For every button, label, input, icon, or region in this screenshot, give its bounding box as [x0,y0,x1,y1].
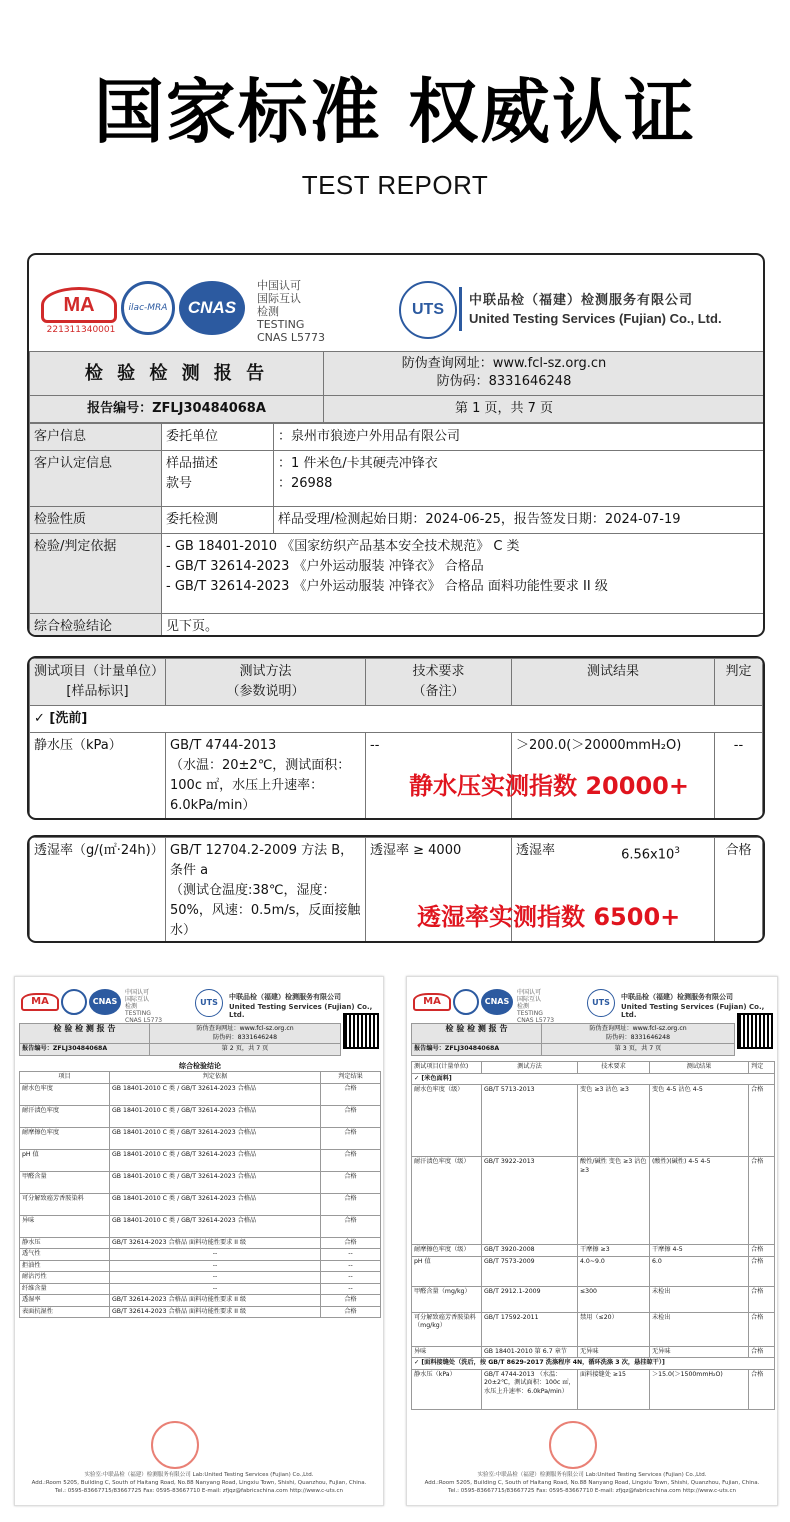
table-cell: 6.0 [650,1256,749,1286]
table-cell: 检 验 检 测 报 告 [412,1024,542,1044]
report-header-table [29,351,765,423]
text-line: 防伪码：8331646248 [212,1033,278,1041]
mini-left-footer [15,1471,383,1495]
table-cell: 判定结果 [321,1072,381,1084]
text-line: 中国认可 [125,989,150,996]
table-cell: GB 18401-2010 C 类 / GB/T 32614-2023 合格品 [110,1105,321,1127]
table-cell: 测试结果 [650,1062,749,1074]
cnas-logo-small: CNAS [89,989,121,1015]
text-line: GB/T 12704.2-2009 方法 B，条件 a [170,843,354,878]
company-name-en-small: United Testing Services (Fujian) Co., Ltd. [621,1003,765,1019]
table-cell: GB/T 17592-2011 [482,1312,578,1346]
test-card-hydrostatic [27,656,765,820]
label-basis: 检验/判定依据 [30,534,162,614]
table-cell: 测试方法 [482,1062,578,1074]
text-line: TESTING [257,318,305,331]
page-indicator: 第 1 页，共 7 页 [324,396,765,423]
table-cell: 未检出 [650,1312,749,1346]
table-cell: ✓ [米色面料] [412,1073,775,1085]
table-cell: 合格 [321,1295,381,1307]
table-cell: pH 值 [20,1149,110,1171]
table-cell: 合格 [749,1346,775,1358]
table-cell: 合格 [321,1127,381,1149]
judge-hydrostatic: -- [715,733,763,820]
text-line: GB/T 4744-2013 [170,738,277,753]
table-cell: GB 18401-2010 第 6.7 章节 [482,1346,578,1358]
text-line: Add.:Room 5205, Building C, South of Haitang Road, No.88 Nanyang Road, Lingxiu Town, Shishi, Quanzhou, Fujian, China. [31,1480,367,1486]
mini-report-page-2 [14,976,384,1506]
table-cell: 合格 [749,1256,775,1286]
table-cell: 异味 [412,1346,482,1358]
hero-subtitle: TEST REPORT [301,170,489,200]
table-cell: 纤维含量 [20,1283,110,1295]
table-cell: 测试项目(计量单位) [412,1062,482,1074]
report-card [27,253,765,637]
table-cell: GB/T 3922-2013 [482,1157,578,1245]
text-line: TESTING [517,1010,543,1017]
table-cell: 禁用（≤20） [578,1312,650,1346]
table-cell: 合格 [749,1157,775,1245]
table-cell: GB 18401-2010 C 类 / GB/T 32614-2023 合格品 [110,1193,321,1215]
table-cell: 干摩擦 4-5 [650,1245,749,1257]
table-cell: GB/T 32614-2023 合格品 面料功能性要求 II 级 [110,1306,321,1318]
table-cell: 可分解致癌芳香胺染料 [20,1193,110,1215]
text-line: CNAS L5773 [125,1017,163,1024]
text-line: - GB/T 32614-2023 《户外运动服装 冲锋衣》 合格品 面料功能性要求 II 级 [166,579,608,594]
table-cell: 合格 [321,1105,381,1127]
col-judge: 判定 [715,659,763,706]
text-line: 国际互认 [125,996,150,1003]
table-cell: GB/T 2912.1-2009 [482,1286,578,1312]
text-line: 技术要求 [412,664,465,679]
table-cell: GB/T 32614-2023 合格品 面料功能性要求 II 级 [110,1295,321,1307]
company-name-cn: 中联品检（福建）检测服务有限公司 [469,293,694,308]
text-line: 中国认可 [517,989,542,996]
label-client: 委托单位 [162,424,274,451]
table-cell: 变色 4-5 沾色 4-5 [650,1085,749,1157]
ilac-logo-small [61,989,87,1015]
table-cell: 合格 [321,1306,381,1318]
table-cell [150,1024,341,1044]
table-cell: GB 18401-2010 C 类 / GB/T 32614-2023 合格品 [110,1149,321,1171]
ma-logo: MA [41,287,117,323]
col-req [366,659,512,706]
method-hydrostatic [166,733,366,820]
table-cell: 透气性 [20,1249,110,1261]
table-cell: -- [321,1283,381,1295]
text-line: Add.:Room 5205, Building C, South of Haitang Road, No.88 Nanyang Road, Lingxiu Town, Shishi, Quanzhou, Fujian, China. [424,1480,760,1486]
label-customer-declared: 客户认定信息 [30,451,162,507]
table-cell: 第 2 页，共 7 页 [150,1044,341,1056]
highlight-moisture: 透湿率实测指数 6500+ [417,903,681,931]
table-cell: ＞15.0(＞1500mmH₂O) [650,1369,749,1409]
text-line: 透湿率 [516,843,556,858]
table-cell: 静水压（kPa） [412,1369,482,1409]
highlight-hydrostatic: 静水压实测指数 20000+ [409,772,689,800]
basis-list [162,534,765,614]
table-cell: 干摩擦 ≥3 [578,1245,650,1257]
table-cell: 判定 [749,1062,775,1074]
table-cell: GB 18401-2010 C 类 / GB/T 32614-2023 合格品 [110,1083,321,1105]
method-moisture [166,838,366,944]
text-line: - GB 18401-2010 《国家纺织产品基本安全技术规范》 C 类 [166,539,520,554]
table-cell: 合格 [749,1245,775,1257]
table-cell: 耐摩擦色牢度（级） [412,1245,482,1257]
text-line: 中国认可 [257,279,301,292]
company-name-cn-small: 中联品检（福建）检测服务有限公司 [621,993,733,1001]
text-line: 6.56x10 [621,847,675,863]
text-line: 测试项目（计量单位） [34,664,165,679]
text-line: 防伪查询网址：www.fcl-sz.org.cn [589,1025,687,1032]
table-cell: 无异味 [578,1346,650,1358]
table-cell: 合格 [749,1286,775,1312]
text-line: 款号 [166,476,193,491]
label-conclusion: 综合检验结论 [30,614,162,638]
judge-moisture: 合格 [715,838,763,944]
table-cell: 第 3 页，共 7 页 [542,1044,735,1056]
table-cell: 甲醛含量（mg/kg） [412,1286,482,1312]
text-line: 实验室:中联品检（福建）检测服务有限公司 Lab:United Testing Services (Fujian) Co.,Ltd. [477,1472,707,1478]
table-cell: -- [110,1249,321,1261]
item-moisture: 透湿率（g/(㎡·24h)） [30,838,166,944]
table-cell: GB/T 3920-2008 [482,1245,578,1257]
col-result: 测试结果 [512,659,715,706]
red-stamp-icon [151,1421,199,1469]
cnas-text-small [517,989,554,1024]
req-moisture: 透湿率 ≥ 4000 [366,838,512,944]
mini-right-table [411,1061,775,1410]
table-cell: GB 18401-2010 C 类 / GB/T 32614-2023 合格品 [110,1171,321,1193]
table-cell: 合格 [749,1085,775,1157]
table-cell: 变色 ≥3 沾色 ≥3 [578,1085,650,1157]
report-number: 报告编号：ZFLJ30484068A [30,396,324,423]
text-line: 防伪查询网址：www.fcl-sz.org.cn [401,356,607,371]
table-cell: 报告编号：ZFLJ30484068A [412,1044,542,1056]
table-cell: 未检出 [650,1286,749,1312]
test-card-moisture [27,835,765,943]
logo-divider [459,287,462,331]
report-title: 检 验 检 测 报 告 [30,352,324,396]
client-value: ：泉州市狼迹户外用品有限公司 [274,424,765,451]
text-line: Tel.: 0595-83667715/83667725 Fax: 0595-83667710 E-mail: zfjqz@fabricschina.com http://www.c-uts.cn [448,1488,736,1494]
text-line: 国际互认 [517,996,542,1003]
table-cell: 合格 [749,1312,775,1346]
table-cell: 可分解致癌芳香胺染料（mg/kg） [412,1312,482,1346]
table-cell: -- [321,1260,381,1272]
logo-bar [29,255,765,351]
table-cell: GB 18401-2010 C 类 / GB/T 32614-2023 合格品 [110,1127,321,1149]
text-line: 检测 [517,1003,530,1010]
ilac-logo: ilac-MRA [121,281,175,335]
anti-fake-info [324,352,765,396]
table-cell: -- [110,1260,321,1272]
table-cell: 项目 [20,1072,110,1084]
table-cell: 合格 [321,1215,381,1237]
table-cell: -- [110,1272,321,1284]
nature-value: 委托检测 [162,507,274,534]
label-customer-info: 客户信息 [30,424,162,451]
table-cell: 报告编号：ZFLJ30484068A [20,1044,150,1056]
ma-logo-small: MA [21,993,59,1011]
label-nature: 检验性质 [30,507,162,534]
client-info-table [29,423,765,637]
table-cell: GB/T 32614-2023 合格品 面料功能性要求 II 级 [110,1237,321,1249]
table-cell: 耐沾污性 [20,1272,110,1284]
text-line: 测试方法 [239,664,292,679]
table-cell: 耐汗渍色牢度 [20,1105,110,1127]
red-stamp-icon [549,1421,597,1469]
table-cell: 拒油性 [20,1260,110,1272]
sample-desc-value: ：1 件米色/卡其硬壳冲锋衣 [278,456,438,471]
text-line: （水温：20±2℃，测试面积：100c ㎡，水压上升速率：6.0kPa/min） [170,758,351,813]
table-cell: 透湿率 [20,1295,110,1307]
table-cell: 合格 [321,1171,381,1193]
dates-value: 样品受理/检测起始日期：2024-06-25，报告签发日期：2024-07-19 [274,507,765,534]
table-cell: GB/T 5713-2013 [482,1085,578,1157]
cnas-logo: CNAS [179,281,245,335]
hero-title: 国家标准 权威认证 [93,71,697,153]
table-cell: 无异味 [650,1346,749,1358]
cnas-text-small [125,989,162,1024]
table-cell: 判定依据 [110,1072,321,1084]
table-cell: ✓ [面料接缝处（洗后，按 GB/T 8629-2017 洗涤程序 4N，循环洗涤 3 次，悬挂晾干）] [412,1358,775,1370]
table-cell: 耐水色牢度 [20,1083,110,1105]
text-line: CNAS L5773 [257,331,326,344]
table-cell: 耐摩擦色牢度 [20,1127,110,1149]
text-line: 3 [674,846,680,856]
text-line: 防伪码：8331646248 [605,1033,671,1041]
mini-left-caption: 综合检验结论 [179,1062,221,1070]
col-method [166,659,366,706]
mini-right-footer [407,1471,777,1495]
table-cell: 检 验 检 测 报 告 [20,1024,150,1044]
uts-logo-small: UTS [587,989,615,1017]
text-line: 样品描述 [166,456,219,471]
company-name-cn-small: 中联品检（福建）检测服务有限公司 [229,993,341,1001]
text-line: 国际互认 [257,292,301,305]
text-line: （备注） [412,684,465,699]
conclusion-value: 见下页。 [162,614,765,638]
table-cell: 静水压 [20,1237,110,1249]
table-cell: 耐汗渍色牢度（级） [412,1157,482,1245]
text-line: Tel.: 0595-83667715/83667725 Fax: 0595-83667710 E-mail: zfjqz@fabricschina.com http://www.c-uts.cn [55,1488,343,1494]
table-cell [162,451,274,507]
mini-report-page-3 [406,976,778,1506]
section-before-wash: ✓ [洗前] [30,706,763,733]
text-line: 检测 [257,305,279,318]
text-line: （参数说明） [226,684,305,699]
text-line: CNAS L5773 [517,1017,555,1024]
qr-code-icon-small [737,1013,773,1049]
cnas-logo-small: CNAS [481,989,513,1015]
text-line: [样品标识] [66,684,129,699]
table-cell: GB/T 4744-2013 （水温：20±2℃，测试面积：100c ㎡，水压上升速率：6.0kPa/min） [482,1369,578,1409]
uts-logo-small: UTS [195,989,223,1017]
ma-number: 221311340001 [46,325,116,335]
table-cell: 面料接缝处 ≥15 [578,1369,650,1409]
table-cell: 合格 [321,1149,381,1171]
result-hydrostatic: ＞200.0(＞20000mmH₂O) [512,733,715,820]
table-cell: GB/T 7573-2009 [482,1256,578,1286]
table-cell: -- [321,1249,381,1261]
table-cell: 合格 [749,1369,775,1409]
table-cell: ≤300 [578,1286,650,1312]
uts-logo: UTS [399,281,457,339]
table-cell: 耐水色牢度（级） [412,1085,482,1157]
table-cell: 表面抗湿性 [20,1306,110,1318]
company-name-en: United Testing Services (Fujian) Co., Ltd. [469,311,722,326]
text-line: 防伪码：8331646248 [436,374,572,389]
table-cell: 4.0~9.0 [578,1256,650,1286]
table-cell [542,1024,735,1044]
ilac-logo-small [453,989,479,1015]
table-cell: 技术要求 [578,1062,650,1074]
cnas-text [257,279,325,344]
text-line: 检测 [125,1003,138,1010]
company-name-en-small: United Testing Services (Fujian) Co., Ltd. [229,1003,373,1019]
table-cell: pH 值 [412,1256,482,1286]
table-cell: (酸性)(碱性) 4-5 4-5 [650,1157,749,1245]
text-line: 防伪查询网址：www.fcl-sz.org.cn [196,1025,294,1032]
ma-logo-small: MA [413,993,451,1011]
table-cell: 酸性/碱性 变色 ≥3 沾色 ≥3 [578,1157,650,1245]
table-cell: 合格 [321,1193,381,1215]
text-line: 实验室:中联品检（福建）检测服务有限公司 Lab:United Testing Services (Fujian) Co.,Ltd. [84,1472,314,1478]
style-value: ：26988 [278,476,333,491]
text-line: TESTING [125,1010,151,1017]
table-cell: -- [110,1283,321,1295]
text-line: （测试仓温度:38℃，湿度：50%，风速：0.5m/s，反面接触水） [170,883,361,938]
col-item [30,659,166,706]
table-cell [274,451,765,507]
table-cell: 甲醛含量 [20,1171,110,1193]
table-cell: 合格 [321,1083,381,1105]
text-line: - GB/T 32614-2023 《户外运动服装 冲锋衣》 合格品 [166,559,484,574]
table-cell: GB 18401-2010 C 类 / GB/T 32614-2023 合格品 [110,1215,321,1237]
table-cell: 合格 [321,1237,381,1249]
item-hydrostatic: 静水压（kPa） [30,733,166,820]
req-hydrostatic: -- [366,733,512,820]
qr-code-icon-small [343,1013,379,1049]
table-cell: 异味 [20,1215,110,1237]
mini-left-table [19,1071,381,1318]
table-cell: -- [321,1272,381,1284]
